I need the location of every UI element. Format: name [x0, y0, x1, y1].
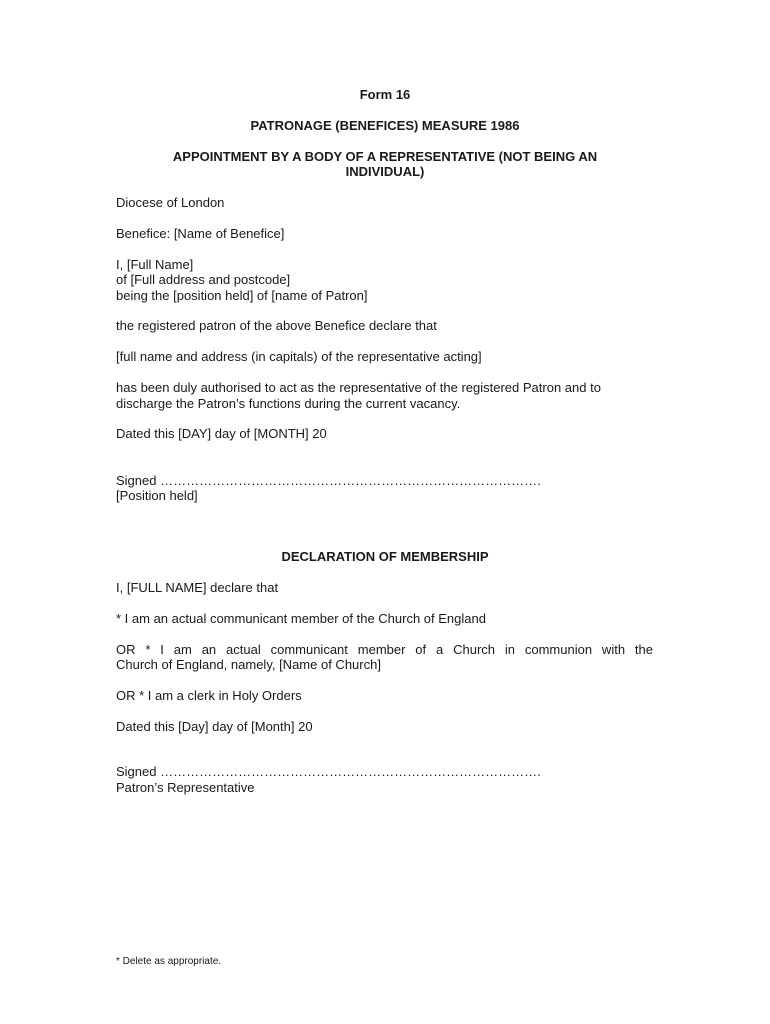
- membership-dated-text: Dated this [Day] day of [Month] 20: [116, 719, 313, 734]
- authorised-text-line2: discharge the Patron’s functions during the current vacancy.: [116, 396, 461, 411]
- authorised-text-line1: has been duly authorised to act as the representative of the registered Patron and to: [116, 380, 601, 395]
- representative-text: [full name and address (in capitals) of the representative acting]: [116, 349, 482, 364]
- address-text: of [Full address and postcode]: [116, 272, 291, 287]
- signed-line: Signed …………………………………………………………………………….: [116, 473, 541, 488]
- full-name-text: I, [Full Name]: [116, 257, 194, 272]
- membership-intro: I, [FULL NAME] declare that: [116, 580, 279, 595]
- measure-title: PATRONAGE (BENEFICES) MEASURE 1986: [250, 118, 520, 133]
- membership-title: DECLARATION OF MEMBERSHIP: [281, 549, 489, 564]
- membership-signatory: Patron’s Representative: [116, 780, 255, 795]
- form-number: Form 16: [359, 87, 411, 102]
- declare-text: the registered patron of the above Benefice declare that: [116, 318, 437, 333]
- membership-signed-line: Signed …………………………………………………………………………….: [116, 764, 541, 779]
- membership-option-2-line2: Church of England, namely, [Name of Church]: [116, 657, 381, 672]
- benefice-text: Benefice: [Name of Benefice]: [116, 226, 285, 241]
- footnote: * Delete as appropriate.: [116, 956, 222, 967]
- position-text: being the [position held] of [name of Patron]: [116, 288, 368, 303]
- membership-option-2-line1: OR * I am an actual communicant member of a Church in communion with the: [116, 642, 653, 657]
- membership-option-3: OR * I am a clerk in Holy Orders: [116, 688, 302, 703]
- membership-option-1: * I am an actual communicant member of the Church of England: [116, 611, 486, 626]
- diocese-text: Diocese of London: [116, 195, 225, 210]
- position-held-text: [Position held]: [116, 488, 198, 503]
- appointment-title-line2: INDIVIDUAL): [345, 164, 425, 179]
- appointment-title-line1: APPOINTMENT BY A BODY OF A REPRESENTATIVE (NOT BEING AN: [172, 149, 598, 164]
- dated-text: Dated this [DAY] day of [MONTH] 20: [116, 426, 327, 441]
